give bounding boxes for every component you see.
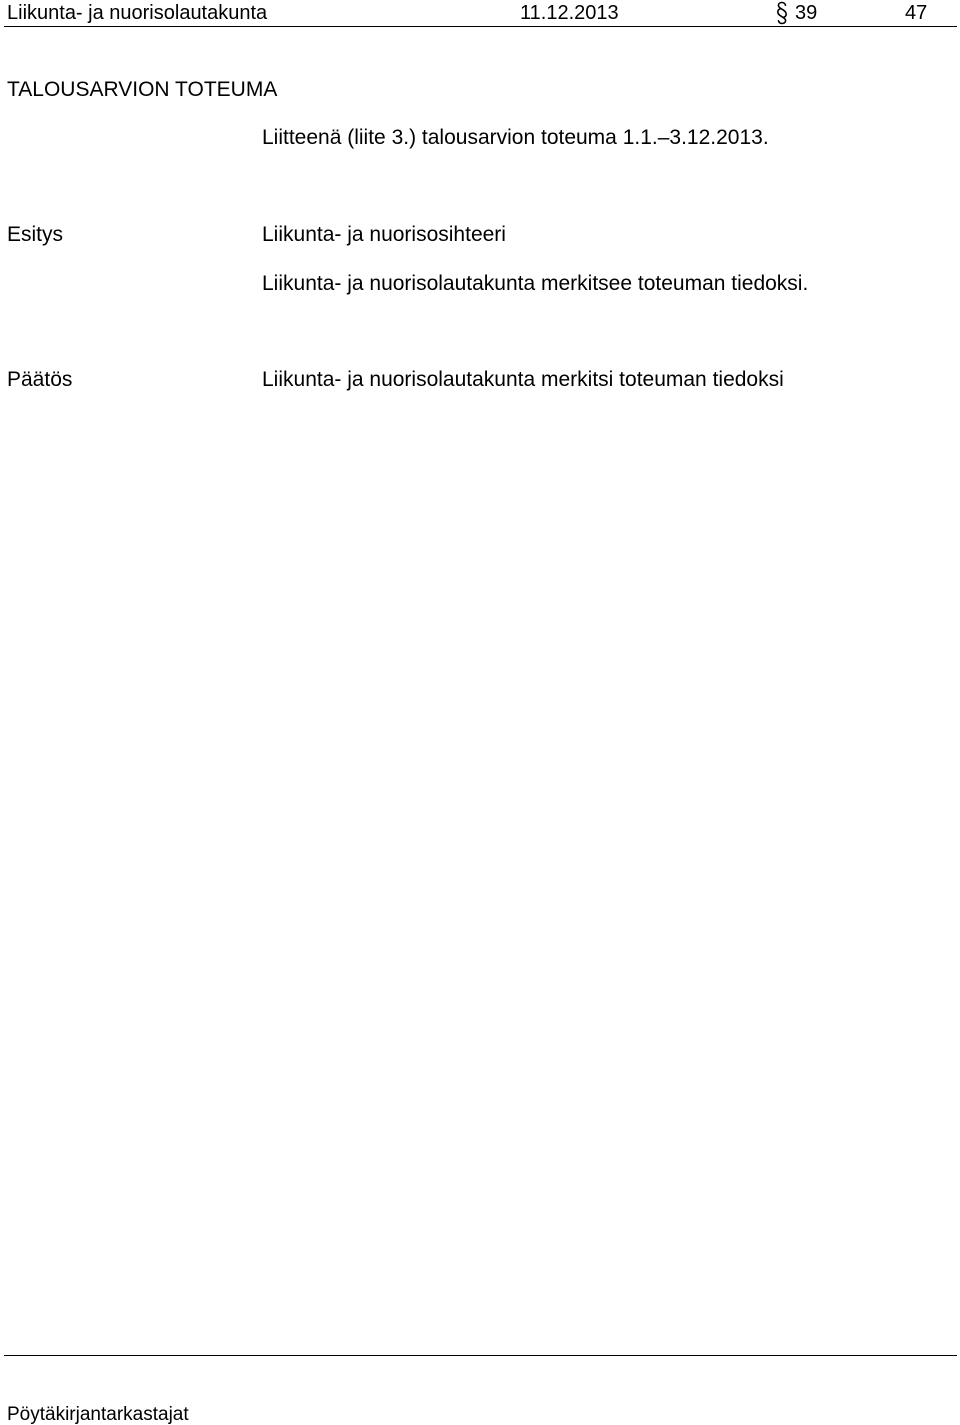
proposal-presenter: Liikunta- ja nuorisosihteeri (262, 223, 506, 246)
header-page-number: 47 (905, 2, 928, 24)
footer-label: Pöytäkirjantarkastajat (7, 1404, 189, 1425)
decision-text: Liikunta- ja nuorisolautakunta merkitsi toteuman tiedoksi (262, 368, 784, 391)
header-rule (4, 26, 957, 27)
footer-rule (4, 1355, 957, 1356)
section-sign-icon (773, 1, 791, 25)
proposal-text: Liikunta- ja nuorisolautakunta merkitsee toteuman tiedoksi. (262, 272, 809, 295)
proposal-label: Esitys (7, 223, 64, 246)
decision-label: Päätös (7, 368, 73, 391)
header-section-number: 39 (795, 2, 818, 24)
attachment-note: Liitteenä (liite 3.) talousarvion toteuma 1.1.–3.12.2013. (262, 126, 769, 149)
header-date: 11.12.2013 (520, 2, 619, 24)
header-committee: Liikunta- ja nuorisolautakunta (7, 2, 268, 24)
document-title: TALOUSARVION TOTEUMA (7, 78, 278, 101)
